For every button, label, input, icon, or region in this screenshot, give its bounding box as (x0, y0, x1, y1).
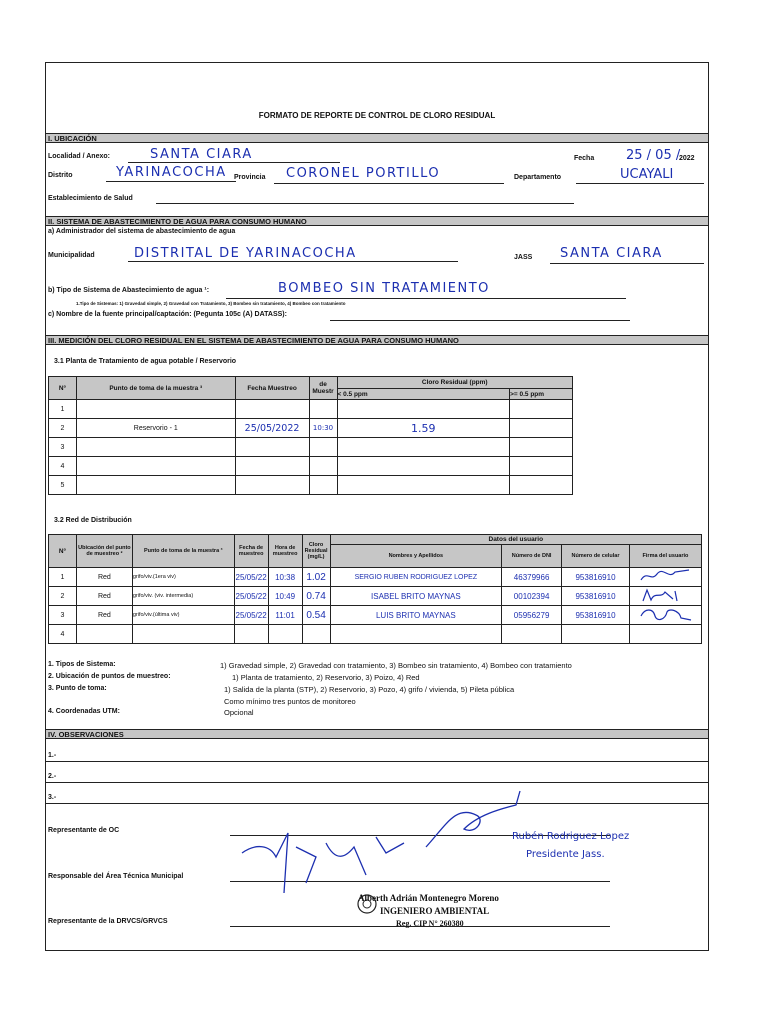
planta-row (49, 400, 573, 419)
admin-label: a) Administrador del sistema de abastecimiento de agua (48, 228, 236, 235)
red-cell-punto (132, 625, 234, 644)
planta-cell-punto (76, 457, 235, 476)
red-cell-ubicacion: Red (76, 606, 132, 625)
establecimiento-label: Establecimiento de Salud (48, 195, 133, 202)
localidad-label: Localidad / Anexo: (48, 153, 110, 160)
planta-cell-fecha (235, 400, 309, 419)
red-cell-ubicacion: Red (76, 568, 132, 587)
red-cell-celular: 953816910 (562, 587, 630, 606)
provincia-value: CORONEL PORTILLO (286, 166, 441, 181)
note1-text: 1) Gravedad simple, 2) Gravedad con tratamiento, 3) Bombeo sin tratamiento, 4) Bombeo con tratamiento (220, 661, 572, 670)
planta-cell-hora (309, 476, 337, 495)
planta-cell-lt (337, 438, 510, 457)
stamp-title: INGENIERO AMBIENTAL (380, 906, 490, 916)
red-cell-hora: 11:01 (268, 606, 302, 625)
red-cell-n: 4 (49, 625, 77, 644)
red-cell-punto: grifo/viv. (viv. intermedia) (132, 587, 234, 606)
planta-cell-n: 1 (49, 400, 77, 419)
obs-2-line (46, 782, 708, 783)
red-cell-nombres: LUIS BRITO MAYNAS (330, 606, 502, 625)
red-row (49, 625, 702, 644)
red-row (49, 606, 702, 625)
red-cell-nombres: SERGIO RUBEN RODRIGUEZ LOPEZ (330, 568, 502, 587)
red-col-dni: Número de DNI (502, 545, 562, 568)
form-title: FORMATO DE REPORTE DE CONTROL DE CLORO RESIDUAL (258, 111, 496, 120)
planta-cell-lt (337, 400, 510, 419)
red-cell-celular: 953816910 (562, 568, 630, 587)
red-cell-fecha (234, 625, 268, 644)
obs-3-label: 3.- (48, 794, 57, 801)
fecha-value: 25 / 05 / (626, 148, 681, 163)
establecimiento-line (156, 203, 574, 204)
section-ubicacion-heading: I. UBICACIÓN (46, 133, 708, 143)
planta-cell-n: 2 (49, 419, 77, 438)
fecha-label: Fecha (574, 155, 595, 162)
planta-cell-fecha: 25/05/2022 (235, 419, 309, 438)
planta-cell-punto (76, 400, 235, 419)
president-role: Presidente Jass. (526, 849, 605, 860)
planta-cell-ge (510, 419, 573, 438)
distrito-label: Distrito (48, 172, 73, 179)
municipalidad-line (128, 261, 458, 262)
red-cell-n: 1 (49, 568, 77, 587)
planta-cell-ge (510, 476, 573, 495)
red-cell-ubicacion (76, 625, 132, 644)
planta-col-ge: >= 0.5 ppm (510, 389, 573, 400)
note2-text: 1) Planta de tratamiento, 2) Reservorio, 3) Poizo, 4) Red (232, 673, 420, 682)
red-cell-nombres: ISABEL BRITO MAYNAS (330, 587, 502, 606)
red-cell-fecha: 25/05/22 (234, 606, 268, 625)
red-col-firma: Firma del usuario (629, 545, 701, 568)
fecha-year: 2022 (679, 155, 695, 162)
red-col-ubicacion: Ubicación del punto de muestreo ² (76, 535, 132, 568)
red-cell-ubicacion: Red (76, 587, 132, 606)
planta-cell-n: 3 (49, 438, 77, 457)
planta-cell-lt: 1.59 (337, 419, 510, 438)
planta-row (49, 438, 573, 457)
red-cell-celular (562, 625, 630, 644)
red-col-celular: Número de celular (562, 545, 630, 568)
red-cell-fecha: 25/05/22 (234, 568, 268, 587)
stamp-name: Alberth Adrián Montenegro Moreno (358, 893, 499, 903)
tipo-sistema-value: BOMBEO SIN TRATAMIENTO (278, 281, 490, 296)
jass-label: JASS (514, 254, 533, 261)
note3-text2: Como mínimo tres puntos de monitoreo (224, 697, 356, 706)
departamento-label: Departamento (514, 174, 562, 181)
red-cell-fecha: 25/05/22 (234, 587, 268, 606)
user-signature-2 (635, 587, 695, 603)
planta-col-cloro: Cloro Residual (ppm) (337, 377, 573, 389)
obs-3-line (46, 803, 708, 804)
provincia-line (274, 183, 504, 184)
planta-cell-n: 4 (49, 457, 77, 476)
red-cell-dni (502, 625, 562, 644)
red-col-nombres: Nombres y Apellidos (330, 545, 502, 568)
planta-cell-ge (510, 438, 573, 457)
note3-label: 3. Punto de toma: (48, 685, 107, 692)
planta-cell-fecha (235, 457, 309, 476)
planta-col-n: N° (49, 377, 77, 400)
red-cell-firma (629, 568, 701, 587)
planta-cell-ge (510, 457, 573, 476)
localidad-value: SANTA CIARA (150, 147, 253, 162)
red-cell-cloro (302, 625, 330, 644)
red-cell-firma (629, 606, 701, 625)
red-cell-dni: 05956279 (502, 606, 562, 625)
president-signature (416, 785, 526, 855)
planta-cell-lt (337, 476, 510, 495)
tipo-sistema-label: b) Tipo de Sistema de Abastecimiento de agua ¹: (48, 287, 210, 294)
rep-oc-label: Representante de OC (48, 827, 120, 834)
rep-drvcs-label: Representante de la DRVCS/GRVCS (48, 918, 168, 925)
distrito-line (106, 181, 236, 182)
planta-col-hora: de Muestr (309, 377, 337, 400)
planta-cell-hora (309, 438, 337, 457)
planta-cell-n: 5 (49, 476, 77, 495)
jass-value: SANTA CIARA (560, 246, 663, 261)
tipo-sistema-note: 1.Tipo de Sistemas: 1) Gravedad simple, 2) Gravedad con Tratamiento, 3) Bombeo sin tratamiento, 4) Bombeo con tratamiento (76, 301, 346, 306)
localidad-line (128, 162, 340, 163)
planta-row (49, 476, 573, 495)
red-col-hora: Hora de muestreo (268, 535, 302, 568)
section-sistema-heading: II. SISTEMA DE ABASTECIMIENTO DE AGUA PARA CONSUMO HUMANO (46, 216, 708, 226)
red-col-datos: Datos del usuario (330, 535, 701, 545)
subsection-planta: 3.1 Planta de Tratamiento de agua potable / Reservorio (54, 358, 237, 365)
planta-col-lt: < 0.5 ppm (337, 389, 510, 400)
red-cell-cloro: 0.54 (302, 606, 330, 625)
red-cell-cloro: 0.74 (302, 587, 330, 606)
planta-row (49, 457, 573, 476)
municipalidad-label: Municipalidad (48, 252, 95, 259)
planta-cell-punto (76, 476, 235, 495)
user-signature-1 (635, 568, 695, 584)
red-cell-hora: 10:38 (268, 568, 302, 587)
fuente-line (330, 320, 630, 321)
red-cell-hora: 10:49 (268, 587, 302, 606)
stamp-reg: Reg. CIP N° 260380 (396, 919, 464, 928)
red-col-n: N° (49, 535, 77, 568)
planta-cell-fecha (235, 438, 309, 457)
red-cell-n: 3 (49, 606, 77, 625)
red-cell-n: 2 (49, 587, 77, 606)
red-cell-nombres (330, 625, 502, 644)
red-row (49, 568, 702, 587)
red-row (49, 587, 702, 606)
red-cell-firma (629, 587, 701, 606)
president-name: Rubén Rodriguez Lopez (512, 831, 630, 842)
planta-cell-hora (309, 400, 337, 419)
departamento-line (576, 183, 704, 184)
red-cell-dni: 00102394 (502, 587, 562, 606)
planta-col-punto: Punto de toma de la muestra ³ (76, 377, 235, 400)
planta-cell-punto (76, 438, 235, 457)
tipo-sistema-line (226, 298, 626, 299)
red-cell-firma (629, 625, 701, 644)
note4-label: 4. Coordenadas UTM: (48, 708, 120, 715)
municipalidad-value: DISTRITAL DE YARINACOCHA (134, 246, 357, 261)
red-cell-punto: grifo/viv.(última viv) (132, 606, 234, 625)
departamento-value: UCAYALI (620, 167, 674, 182)
user-signature-3 (635, 606, 695, 622)
planta-cell-hora: 10:30 (309, 419, 337, 438)
red-cell-cloro: 1.02 (302, 568, 330, 587)
responsable-label: Responsable del Área Técnica Municipal (48, 873, 184, 880)
note3-text: 1) Salida de la planta (STP), 2) Reservorio, 3) Pozo, 4) grifo / vivienda, 5) Pileta pública (224, 685, 515, 694)
subsection-red: 3.2 Red de Distribución (54, 517, 132, 524)
planta-row (49, 419, 573, 438)
jass-line (550, 263, 704, 264)
planta-cell-hora (309, 457, 337, 476)
provincia-label: Provincia (234, 174, 266, 181)
obs-1-label: 1.- (48, 752, 57, 759)
red-table (48, 534, 702, 644)
section-medicion-heading: III. MEDICIÓN DEL CLORO RESIDUAL EN EL SISTEMA DE ABASTECIMIENTO DE AGUA PARA CONSUMO HUMANO (46, 335, 708, 345)
planta-cell-ge (510, 400, 573, 419)
red-cell-punto: grifo/viv.(1era viv) (132, 568, 234, 587)
obs-1-line (46, 761, 708, 762)
obs-2-label: 2.- (48, 773, 57, 780)
distrito-value: YARINACOCHA (116, 165, 227, 180)
note1-label: 1. Tipos de Sistema: (48, 661, 116, 668)
report-form (45, 62, 709, 951)
planta-cell-fecha (235, 476, 309, 495)
red-col-fecha: Fecha de muestreo (234, 535, 268, 568)
note4-text: Opcional (224, 708, 254, 717)
red-cell-hora (268, 625, 302, 644)
planta-col-fecha: Fecha Muestreo (235, 377, 309, 400)
red-col-punto: Punto de toma de la muestra ³ (132, 535, 234, 568)
red-cell-celular: 953816910 (562, 606, 630, 625)
planta-cell-lt (337, 457, 510, 476)
planta-table (48, 376, 573, 495)
red-cell-dni: 46379966 (502, 568, 562, 587)
fuente-label: c) Nombre de la fuente principal/captación: (Pegunta 105c (A) DATASS): (48, 311, 287, 318)
section-observaciones-heading: IV. OBSERVACIONES (46, 729, 708, 739)
planta-cell-punto: Reservorio - 1 (76, 419, 235, 438)
note2-label: 2. Ubicación de puntos de muestreo: (48, 673, 171, 680)
red-col-cloro: Cloro Residual (mg/L) (302, 535, 330, 568)
